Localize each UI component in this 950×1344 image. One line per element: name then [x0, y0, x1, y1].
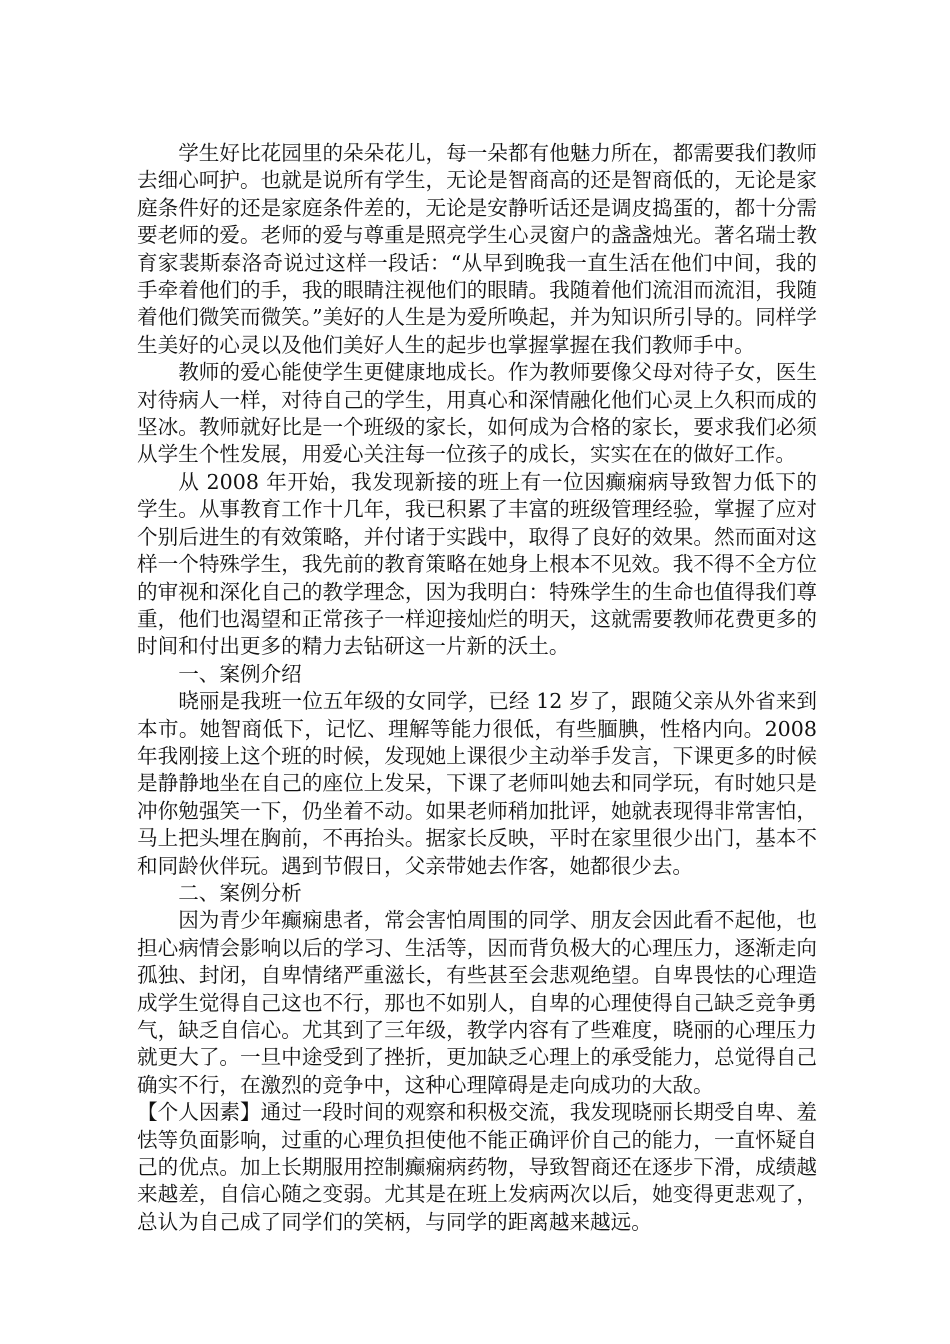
paragraph-background: 从 2008 年开始，我发现新接的班上有一位因癫痫病导致智力低下的学生。从事教育工作十几年，我已积累了丰富的班级管理经验，掌握了应对个别后进生的有效策略，并付诸于实践中，取得了良好的效果。然而面对这样一个特殊学生，我先前的教育策略在她身上根本不见效。我不得不全方位的审视和深化自己的教学理念，因为我明白：特殊学生的生命也值得我们尊重，他们也渴望和正常孩子一样迎接灿烂的明天，这就需要教师花费更多的时间和付出更多的精力去钻研这一片新的沃土。: [137, 469, 817, 659]
document-body: [137, 140, 817, 1236]
paragraph-personal-factors: 【个人因素】通过一段时间的观察和积极交流，我发现晓丽长期受自卑、羞怯等负面影响，过重的心理负担使他不能正确评价自己的能力，一直怀疑自己的优点。加上长期服用控制癫痫病药物，导致智商还在逐步下滑，成绩越来越差，自信心随之变弱。尤其是在班上发病两次以后，她变得更悲观了，总认为自己成了同学们的笑柄，与同学的距离越来越远。: [137, 1100, 817, 1234]
section-heading-case-analysis: 二、案例分析: [178, 880, 302, 905]
paragraph-intro: 学生好比花园里的朵朵花儿，每一朵都有他魅力所在，都需要我们教师去细心呵护。也就是说所有学生，无论是智商高的还是智商低的，无论是家庭条件好的还是家庭条件差的，无论是安静听话还是调皮捣蛋的，都十分需要老师的爱。老师的爱与尊重是照亮学生心灵窗户的盏盏烛光。著名瑞士教育家裴斯泰洛奇说过这样一段话：“从早到晚我一直生活在他们中间，我的手牵着他们的手，我的眼睛注视他们的眼睛。我随着他们流泪而流泪，我随着他们微笑而微笑。”美好的人生是为爱所唤起，并为知识所引导的。同样学生美好的心灵以及他们美好人生的起步也掌握掌握在我们教师手中。: [137, 141, 817, 357]
paragraph-teacher-love: 教师的爱心能使学生更健康地成长。作为教师要像父母对待子女，医生对待病人一样，对待自己的学生，用真心和深情融化他们心灵上久积而成的坚冰。教师就好比是一个班级的家长，如何成为合格的家长，要求我们必须从学生个性发展，用爱心关注每一位孩子的成长，实实在在的做好工作。: [137, 360, 817, 467]
paragraph-case-intro: 晓丽是我班一位五年级的女同学，已经 12 岁了，跟随父亲从外省来到本市。她智商低下，记忆、理解等能力很低，有些腼腆，性格内向。2008 年我刚接上这个班的时候，发现她上课很少主动举手发言，下课更多的时候是静静地坐在自己的座位上发呆，下课了老师叫她去和同学玩，有时她只是冲你勉强笑一下，仍坐着不动。如果老师稍加批评，她就表现得非常害怕，马上把头埋在胸前，不再抬头。据家长反映，平时在家里很少出门，基本不和同龄伙伴玩。遇到节假日，父亲带她去作客，她都很少去。: [137, 689, 817, 878]
section-heading-case-intro: 一、案例介绍: [178, 661, 302, 686]
paragraph-case-analysis: 因为青少年癫痫患者，常会害怕周围的同学、朋友会因此看不起他，也担心病情会影响以后的学习、生活等，因而背负极大的心理压力，逐渐走向孤独、封闭，自卑情绪严重滋长，有些甚至会悲观绝望。自卑畏怯的心理造成学生觉得自己这也不行，那也不如别人，自卑的心理使得自己缺乏竞争勇气，缺乏自信心。尤其到了三年级，教学内容有了些难度，晓丽的心理压力就更大了。一旦中途受到了挫折，更加缺乏心理上的承受能力，总觉得自己确实不行，在激烈的竞争中，这种心理障碍是走向成功的大敌。: [137, 908, 817, 1097]
